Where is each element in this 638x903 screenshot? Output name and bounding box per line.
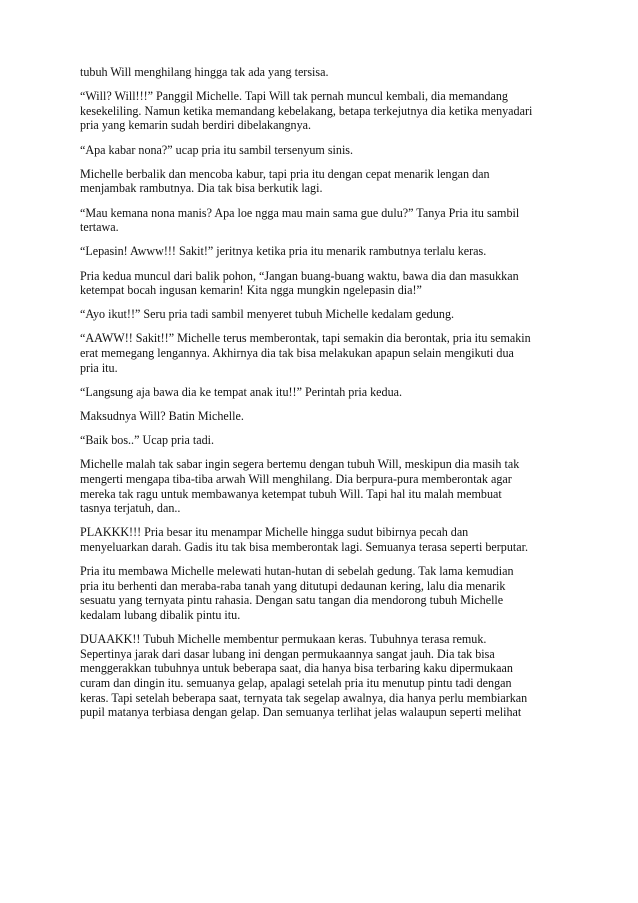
text-line: pria yang kemarin sudah berdiri dibelakangnya.: [80, 118, 312, 133]
paragraph: [80, 433, 548, 448]
paragraph: [80, 632, 548, 720]
text-line: kedalam lubang dibalik pintu itu.: [80, 607, 241, 622]
text-line: PLAKKK!!! Pria besar itu menampar Michelle hingga sudut bibirnya pecah dan: [80, 525, 469, 540]
paragraph: [80, 65, 548, 80]
text-line: “Baik bos..” Ucap pria tadi.: [80, 433, 214, 448]
text-line: menggerakkan tubuhnya untuk beberapa saat, dia hanya bisa terbaring kaku dipermukaan: [80, 661, 513, 676]
paragraph: [80, 143, 548, 158]
paragraph: [80, 167, 548, 196]
text-line: sesuatu yang ternyata pintu rahasia. Dengan satu tangan dia mendorong tubuh Michelle: [80, 593, 504, 608]
text-line: pria itu berhenti dan meraba-raba tanah yang ditutupi dedaunan kering, lalu dia menarik: [80, 578, 506, 593]
text-line: curam dan dingin itu. semuanya gelap, apalagi setelah pria itu menutup pintu tadi dengan: [80, 675, 512, 690]
text-line: “AAWW!! Sakit!!” Michelle terus memberontak, tapi semakin dia berontak, pria itu semakin: [80, 331, 531, 346]
text-line: Pria kedua muncul dari balik pohon, “Jangan buang-buang waktu, bawa dia dan masukkan: [80, 268, 519, 283]
paragraph: [80, 307, 548, 322]
text-line: ketempat bocah ingusan kemarin! Kita ngga mungkin ngelepasin dia!”: [80, 283, 422, 298]
text-line: “Langsung aja bawa dia ke tempat anak itu!!” Perintah pria kedua.: [80, 384, 403, 399]
text-line: menyeluarkan darah. Gadis itu tak bisa memberontak lagi. Semuanya terasa seperti berputar.: [80, 539, 528, 554]
text-line: Pria itu membawa Michelle melewati hutan-hutan di sebelah gedung. Tak lama kemudian: [80, 564, 514, 579]
text-line: “Will? Will!!!” Panggil Michelle. Tapi Will tak pernah muncul kembali, dia memandang: [80, 89, 508, 104]
paragraph: [80, 564, 548, 622]
paragraph: [80, 331, 548, 375]
text-line: “Ayo ikut!!” Seru pria tadi sambil menyeret tubuh Michelle kedalam gedung.: [80, 307, 455, 322]
paragraph: [80, 457, 548, 515]
text-line: tertawa.: [80, 220, 119, 235]
text-line: pria itu.: [80, 360, 118, 375]
paragraph: [80, 206, 548, 235]
text-line: “Apa kabar nona?” ucap pria itu sambil tersenyum sinis.: [80, 142, 354, 157]
text-line: mengerti mengapa tiba-tiba arwah Will menghilang. Dia berpura-pura memberontak agar: [80, 472, 512, 486]
text-line: keras. Tapi setelah beberapa saat, ternyata tak segelap awalnya, dia hanya perlu membiarkan: [80, 690, 528, 705]
text-line: menjambak rambutnya. Dia tak bisa berkutik lagi.: [80, 181, 323, 196]
paragraph: [80, 244, 548, 259]
document-page: [80, 65, 548, 729]
text-line: kesekeliling. Namun ketika memandang kebelakang, betapa terkejutnya dia ketika menyadari: [80, 103, 533, 118]
text-line: erat memegang lengannya. Akhirnya dia tak bisa melakukan apapun selain mengikuti dua: [80, 346, 514, 361]
text-line: “Mau kemana nona manis? Apa loe ngga mau main sama gue dulu?” Tanya Pria itu sambil: [80, 205, 520, 220]
text-line: tasnya terjatuh, dan..: [80, 501, 181, 516]
paragraph: [80, 385, 548, 400]
text-line: pupil matanya terbiasa dengan gelap. Dan semuanya terlihat jelas walaupun seperti melihat: [80, 705, 522, 720]
paragraph: [80, 409, 548, 424]
paragraph: [80, 89, 548, 133]
text-line: Maksudnya Will? Batin Michelle.: [80, 409, 244, 424]
text-line: DUAAKK!! Tubuh Michelle membentur permukaan keras. Tubuhnya terasa remuk.: [80, 632, 487, 647]
paragraph: [80, 525, 548, 554]
text-line: Sepertinya jarak dari dasar lubang ini dengan permukaannya sangat jauh. Dia tak bisa: [80, 646, 495, 661]
text-line: mereka tak ragu untuk membawanya ketempat tubuh Will. Tapi hal itu malah membuat: [80, 486, 502, 501]
text-line: Michelle malah tak sabar ingin segera bertemu dengan tubuh Will, meskipun dia masih tak: [80, 457, 520, 472]
text-line: Michelle berbalik dan mencoba kabur, tapi pria itu dengan cepat menarik lengan dan: [80, 166, 490, 181]
text-line: tubuh Will menghilang hingga tak ada yang tersisa.: [80, 65, 329, 79]
text-line: “Lepasin! Awww!!! Sakit!” jeritnya ketika pria itu menarik rambutnya terlalu keras.: [80, 244, 487, 259]
paragraph: [80, 269, 548, 298]
